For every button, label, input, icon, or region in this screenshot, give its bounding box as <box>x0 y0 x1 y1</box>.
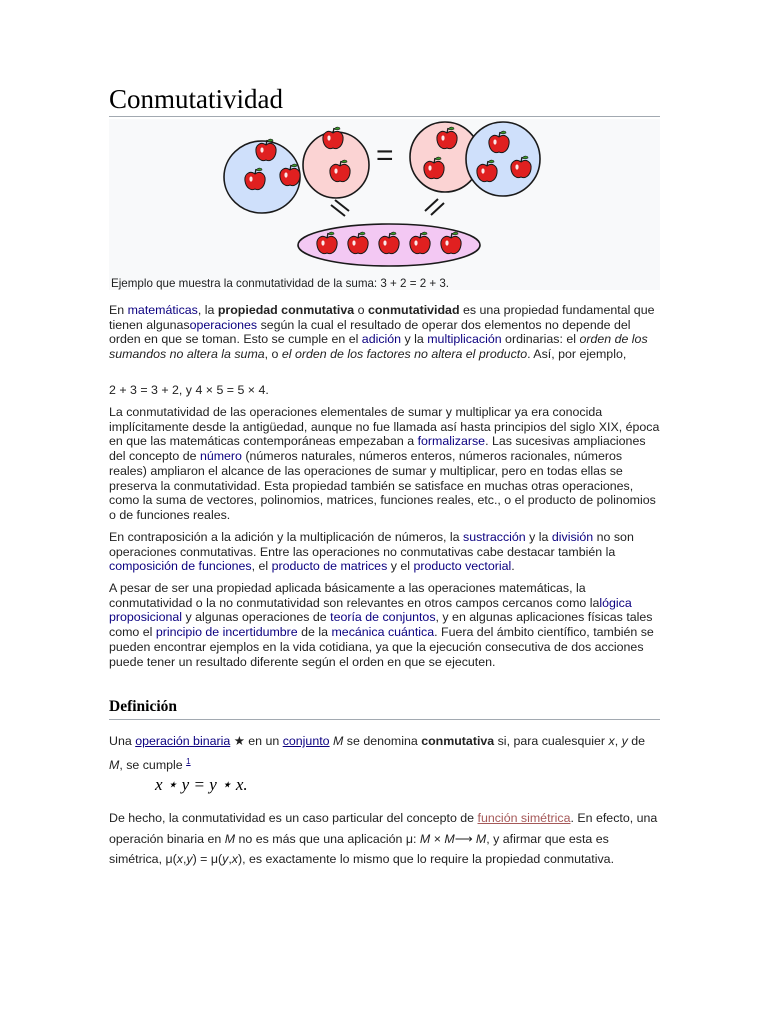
paragraph-intro: En matemáticas, la propiedad conmutativa o conmutatividad es una propiedad fundamental que tienen algunasoperaciones según la cual el resultado de operar dos elementos no depende del orden en que se toman. Esto se cumple en el adición y la multiplicación ordinarias: el orden de los sumandos no altera la suma, o el orden de los factores no altera el producto. Así, por ejemplo, <box>109 303 655 362</box>
link-principio-incertidumbre[interactable]: principio de incertidumbre <box>155 625 298 640</box>
link-funcion-simetrica[interactable]: función simétrica <box>477 811 571 825</box>
section-divider <box>109 719 660 720</box>
link-teoria-conjuntos[interactable]: teoría de conjuntos <box>330 610 436 625</box>
link-multiplicacion[interactable]: multiplicación <box>427 332 502 347</box>
link-matematicas[interactable]: matemáticas <box>127 303 198 317</box>
link-mecanica-cuantica[interactable]: mecánica cuántica <box>331 625 435 640</box>
link-division[interactable]: división <box>551 530 594 544</box>
commutativity-formula: x ⋆ y = y ⋆ x. <box>155 775 248 794</box>
paragraph-applications: A pesar de ser una propiedad aplicada básicamente a las operaciones matemáticas, la conmutatividad o la no conmutatividad son relevantes en otros campos cercanos como lalógica proposicional y algunas operaciones de teoría de conjuntos, y en algunas aplicaciones físicas tales como el principio de incertidumbre de la mecánica cuántica. Fuera del ámbito científico, también se pueden encontrar ejemplos en la vida cotidiana, ya que la ejecución consecutiva de dos acciones puede tener un resultado diferente según el orden en que se ejecuten. <box>109 581 654 669</box>
figure-caption: Ejemplo que muestra la conmutatividad de la suma: 3 + 2 = 2 + 3. <box>111 277 450 290</box>
link-operacion-binaria[interactable]: operación binaria <box>135 734 231 748</box>
paragraph-noncommutative: En contraposición a la adición y la multiplicación de números, la sustracción y la división no son operaciones conmutativas. Entre las operaciones no conmutativas cabe destacar también la composición de funciones, el producto de matrices y el producto vectorial. <box>109 530 634 574</box>
section-heading-definicion: Definición <box>109 698 178 715</box>
commutativity-figure <box>109 119 660 290</box>
equals-sign: = <box>376 139 394 172</box>
equals-left-slant <box>331 200 349 216</box>
link-operaciones[interactable]: operaciones <box>189 317 258 332</box>
title-divider <box>109 116 660 117</box>
link-producto-matrices[interactable]: producto de matrices <box>271 559 388 574</box>
link-logica-proposicional[interactable]: lógica proposicional <box>109 595 632 625</box>
equals-right-slant <box>425 199 444 215</box>
paragraph-symmetric-function: De hecho, la conmutatividad es un caso particular del concepto de función simétrica. En efecto, una operación binaria en M no es más que una aplicación μ: M × M⟶ M, y afirmar que esta es simétrica, μ(x,y) = μ(y,x), es exactamente lo mismo que lo require la propiedad conmutativa. <box>109 811 658 866</box>
paragraph-example: 2 + 3 = 3 + 2, y 4 × 5 = 5 × 4. <box>109 383 269 397</box>
page-title: Conmutatividad <box>109 84 283 114</box>
link-composicion-funciones[interactable]: composición de funciones <box>109 559 252 574</box>
paragraph-definition: Una operación binaria ★ en un conjunto M se denomina conmutativa si, para cualesquier x, y de M, se cumple $^1$ <box>109 734 646 772</box>
link-numero[interactable]: número <box>199 449 242 464</box>
arrow-icon: ⟶ <box>454 831 473 846</box>
link-conjunto[interactable]: conjunto <box>282 734 330 748</box>
link-formalizarse[interactable]: formalizarse <box>417 434 486 449</box>
apples-illustration <box>109 119 660 290</box>
footnote-ref-1[interactable]: 1 <box>186 756 191 766</box>
link-adicion[interactable]: adición <box>361 332 402 347</box>
paragraph-history: La conmutatividad de las operaciones elementales de sumar y multiplicar ya era conocida implícitamente desde la antigüedad, aunque no fue llamada así hasta principios del siglo XIX, época en que las matemáticas contemporáneas empezaban a formalizarse. Las sucesivas ampliaciones del concepto de número (números naturales, números enteros, números racionales, números reales) ampliaron el alcance de las operaciones de sumar y multiplicar, pero en todas ellas se preserva la conmutatividad. Esta propiedad también se satisface en muchas otras operaciones, como la suma de vectores, polinomios, matrices, funciones reales, etc., o el producto de polinomios o de funciones reales. <box>109 405 660 522</box>
link-producto-vectorial[interactable]: producto vectorial <box>413 559 512 574</box>
link-sustraccion[interactable]: sustracción <box>463 530 526 544</box>
